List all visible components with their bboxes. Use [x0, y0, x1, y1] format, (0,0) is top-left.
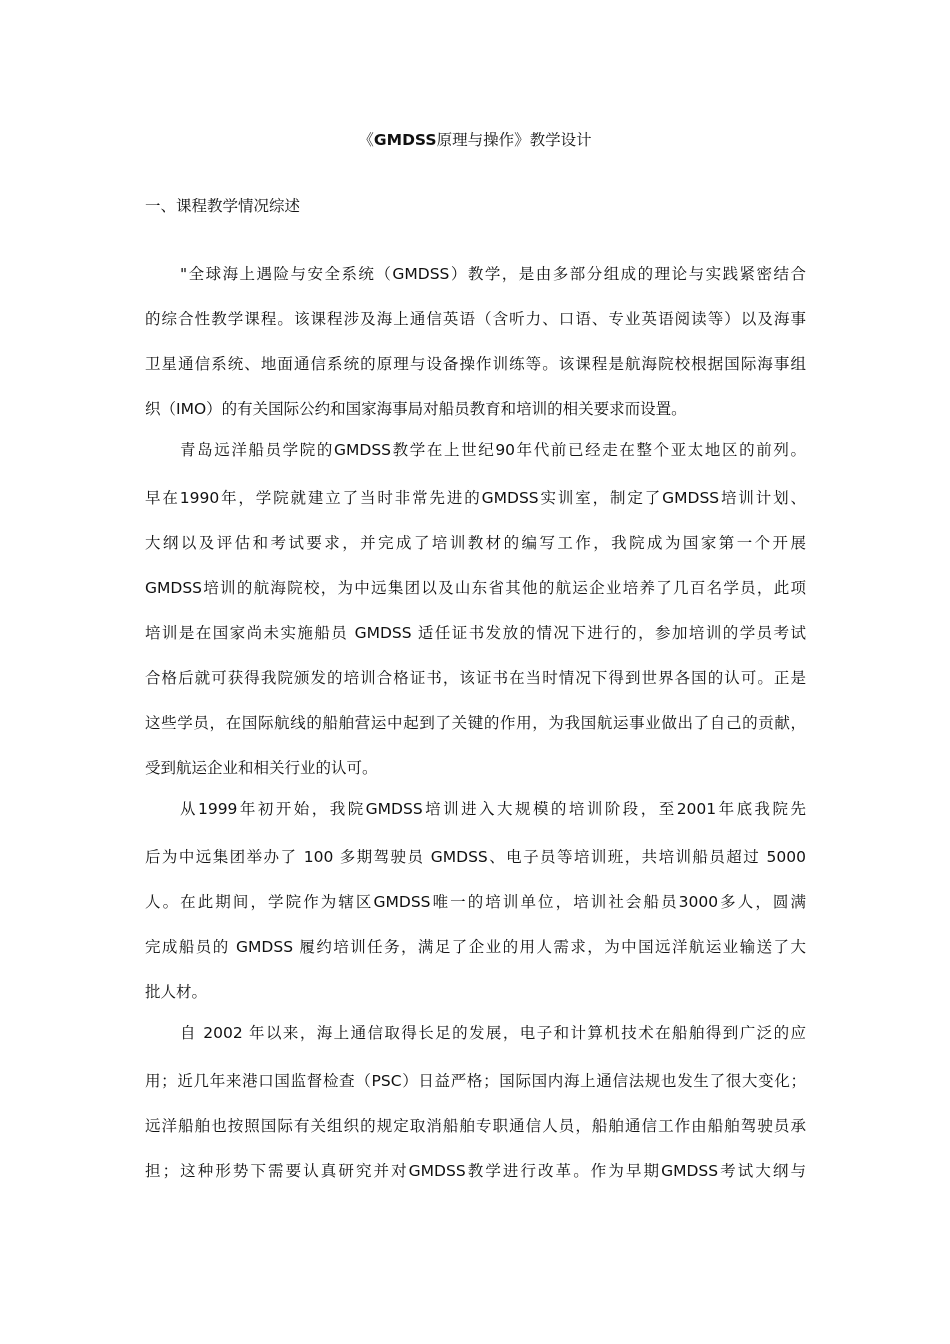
- paragraph-1-line-3: 卫星通信系统、地面通信系统的原理与设备操作训练等。该课程是航海院校根据国际海事组: [145, 355, 806, 373]
- title-rest: 原理与操作》教学设计: [436, 131, 592, 149]
- paragraph-2-line-4: GMDSS培训的航海院校，为中远集团以及山东省其他的航运企业培养了几百名学员，此项: [145, 579, 806, 597]
- section-heading: 一、课程教学情况综述: [145, 197, 301, 215]
- paragraph-4-line-2: 用；近几年来港口国监督检查（PSC）日益严格；国际国内海上通信法规也发生了很大变化；: [145, 1072, 806, 1090]
- paragraph-1-line-1: "全球海上遇险与安全系统（GMDSS）教学，是由多部分组成的理论与实践紧密结合: [180, 265, 806, 283]
- paragraph-1-line-2: 的综合性教学课程。该课程涉及海上通信英语（含听力、口语、专业英语阅读等）以及海事: [145, 310, 806, 328]
- paragraph-2-line-5: 培训是在国家尚未实施船员 GMDSS 适任证书发放的情况下进行的，参加培训的学员考试: [145, 624, 806, 642]
- paragraph-3-line-3: 人。在此期间，学院作为辖区GMDSS唯一的培训单位，培训社会船员3000多人，圆满: [145, 893, 806, 911]
- paragraph-3-line-1: 从1999年初开始，我院GMDSS培训进入大规模的培训阶段，至2001年底我院先: [180, 800, 806, 818]
- paragraph-4-line-3: 远洋船舶也按照国际有关组织的规定取消船舶专职通信人员，船舶通信工作由船舶驾驶员承: [145, 1117, 806, 1135]
- paragraph-3-line-2: 后为中远集团举办了 100 多期驾驶员 GMDSS、电子员等培训班，共培训船员超过 5000: [145, 848, 806, 866]
- paragraph-2-line-1: 青岛远洋船员学院的GMDSS教学在上世纪90年代前已经走在整个亚太地区的前列。: [180, 441, 806, 459]
- paragraph-2-line-7: 这些学员，在国际航线的船舶营运中起到了关键的作用，为我国航运事业做出了自己的贡献，: [145, 714, 806, 732]
- paragraph-3-line-4: 完成船员的 GMDSS 履约培训任务，满足了企业的用人需求，为中国远洋航运业输送了大: [145, 938, 806, 956]
- title-open-bracket: 《: [358, 131, 374, 149]
- paragraph-4-line-4: 担；这种形势下需要认真研究并对GMDSS教学进行改革。作为早期GMDSS考试大纲与: [145, 1162, 806, 1180]
- paragraph-2-line-8: 受到航运企业和相关行业的认可。: [145, 759, 378, 777]
- paragraph-2-line-2: 早在1990年，学院就建立了当时非常先进的GMDSS实训室，制定了GMDSS培训计划、: [145, 489, 806, 507]
- paragraph-1-line-4: 织（IMO）的有关国际公约和国家海事局对船员教育和培训的相关要求而设置。: [145, 400, 687, 418]
- paragraph-4-line-1: 自 2002 年以来，海上通信取得长足的发展，电子和计算机技术在船舶得到广泛的应: [180, 1024, 806, 1042]
- paragraph-2-line-3: 大纲以及评估和考试要求，并完成了培训教材的编写工作，我院成为国家第一个开展: [145, 534, 806, 552]
- paragraph-2-line-6: 合格后就可获得我院颁发的培训合格证书，该证书在当时情况下得到世界各国的认可。正是: [145, 669, 806, 687]
- title-bold-term: GMDSS: [373, 131, 437, 149]
- document-title: [145, 128, 805, 152]
- paragraph-3-line-5: 批人材。: [145, 983, 208, 1001]
